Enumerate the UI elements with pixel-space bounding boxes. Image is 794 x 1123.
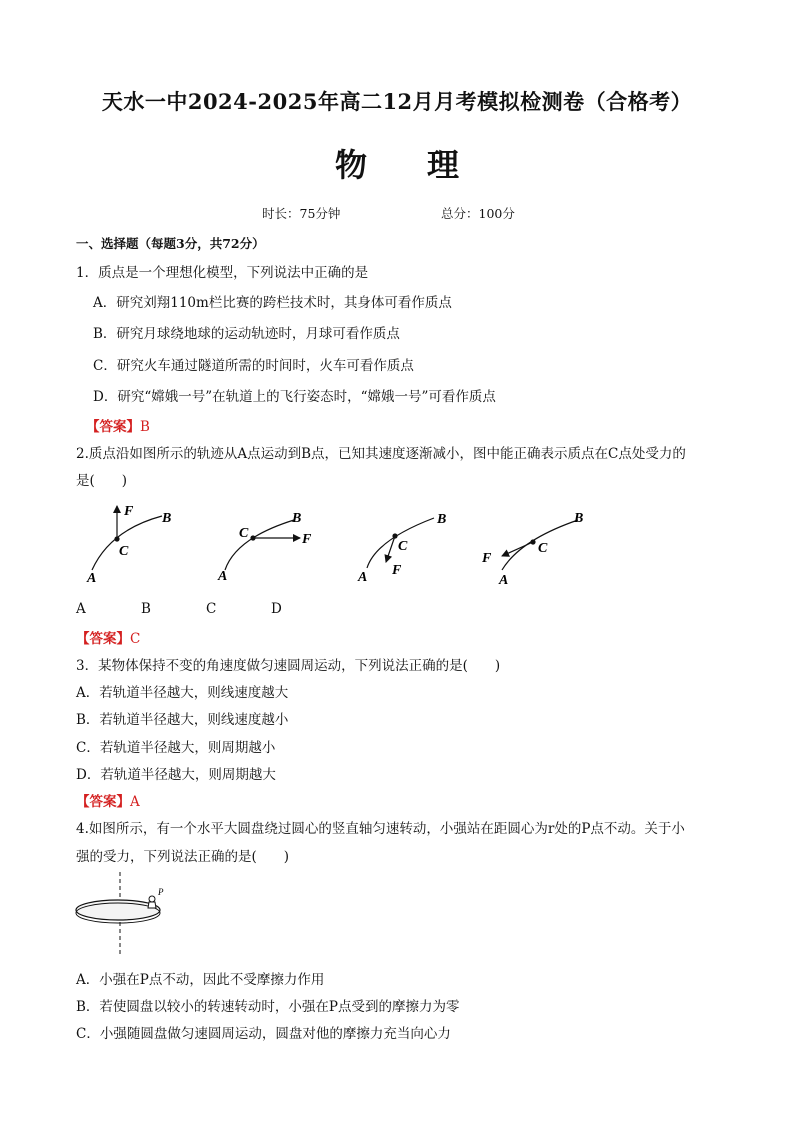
label-b: B — [292, 511, 302, 526]
answer-label: 【答案】 — [86, 419, 140, 435]
label-b: B — [574, 511, 584, 526]
figure-c — [357, 512, 446, 585]
q2-choice-c: C — [206, 601, 217, 617]
label-p: P — [158, 887, 164, 897]
label-b: B — [162, 511, 172, 526]
label-f: F — [392, 563, 402, 578]
q1-option-c: C．研究火车通过隧道所需的时间时，火车可看作质点 — [93, 358, 414, 374]
q3-option-a: A．若轨道半径越大，则线速度越大 — [76, 685, 289, 701]
subject-title: 物理 — [334, 146, 519, 184]
q1-option-b: B．研究月球绕地球的运动轨迹时，月球可看作质点 — [93, 326, 400, 342]
exam-duration: 时长：75分钟 — [262, 206, 341, 221]
q1-stem: 1．质点是一个理想化模型，下列说法中正确的是 — [76, 265, 369, 281]
figure-a — [86, 504, 171, 586]
label-a: A — [218, 569, 228, 584]
q3-option-b: B．若轨道半径越大，则线速度越小 — [76, 712, 289, 728]
q2-choice-d: D — [271, 601, 282, 617]
label-c: C — [119, 544, 129, 559]
q4-option-b: B．若使圆盘以较小的转速转动时，小强在P点受到的摩擦力为零 — [76, 999, 460, 1015]
label-c: C — [538, 541, 548, 556]
q1-answer — [86, 415, 150, 435]
label-f: F — [482, 551, 492, 566]
q2-answer — [76, 627, 140, 647]
answer-value: B — [140, 419, 150, 435]
q2-stem-line2: 是( ) — [76, 473, 128, 489]
answer-label: 【答案】 — [76, 794, 130, 810]
exam-total-score: 总分：100分 — [441, 206, 515, 221]
figure-d — [481, 511, 583, 588]
q2-choice-b: B — [141, 601, 151, 617]
q2-choice-a: A — [76, 601, 86, 617]
label-a: A — [358, 570, 368, 585]
q4-rotating-disk-figure — [70, 870, 180, 958]
label-a: A — [499, 573, 509, 588]
figure-b — [217, 511, 312, 584]
q4-option-a: A．小强在P点不动，因此不受摩擦力作用 — [76, 972, 325, 988]
q2-force-diagrams — [70, 498, 730, 598]
q2-stem-line1: 2.质点沿如图所示的轨迹从A点运动到B点，已知其速度逐渐减小，图中能正确表示质点在C点处受力的 — [76, 446, 686, 462]
q4-option-c: C．小强随圆盘做匀速圆周运动，圆盘对他的摩擦力充当向心力 — [76, 1026, 451, 1042]
label-f: F — [124, 504, 134, 519]
label-b: B — [437, 512, 447, 527]
label-f: F — [302, 532, 312, 547]
q3-stem: 3．某物体保持不变的角速度做匀速圆周运动，下列说法正确的是( ) — [76, 658, 501, 674]
answer-value: A — [130, 794, 140, 810]
section-heading: 一、选择题（每题3分，共72分） — [76, 236, 265, 251]
q4-stem-line1: 4.如图所示，有一个水平大圆盘绕过圆心的竖直轴匀速转动，小强站在距圆心为r处的P点不动。关于小 — [76, 821, 685, 837]
label-c: C — [398, 539, 408, 554]
q1-option-d: D．研究“嫦娥一号”在轨道上的飞行姿态时，“嫦娥一号”可看作质点 — [93, 389, 496, 405]
q1-option-a: A．研究刘翔110m栏比赛的跨栏技术时，其身体可看作质点 — [93, 295, 452, 311]
label-a: A — [87, 571, 97, 586]
answer-label: 【答案】 — [76, 631, 130, 647]
answer-value: C — [130, 631, 141, 647]
exam-title: 天水一中2024-2025年高二12月月考模拟检测卷（合格考） — [101, 89, 693, 114]
label-c: C — [239, 526, 249, 541]
q4-stem-line2: 强的受力，下列说法正确的是( ) — [76, 849, 290, 865]
q3-answer — [76, 790, 140, 810]
q3-option-c: C．若轨道半径越大，则周期越小 — [76, 740, 276, 756]
q3-option-d: D．若轨道半径越大，则周期越大 — [76, 767, 276, 783]
